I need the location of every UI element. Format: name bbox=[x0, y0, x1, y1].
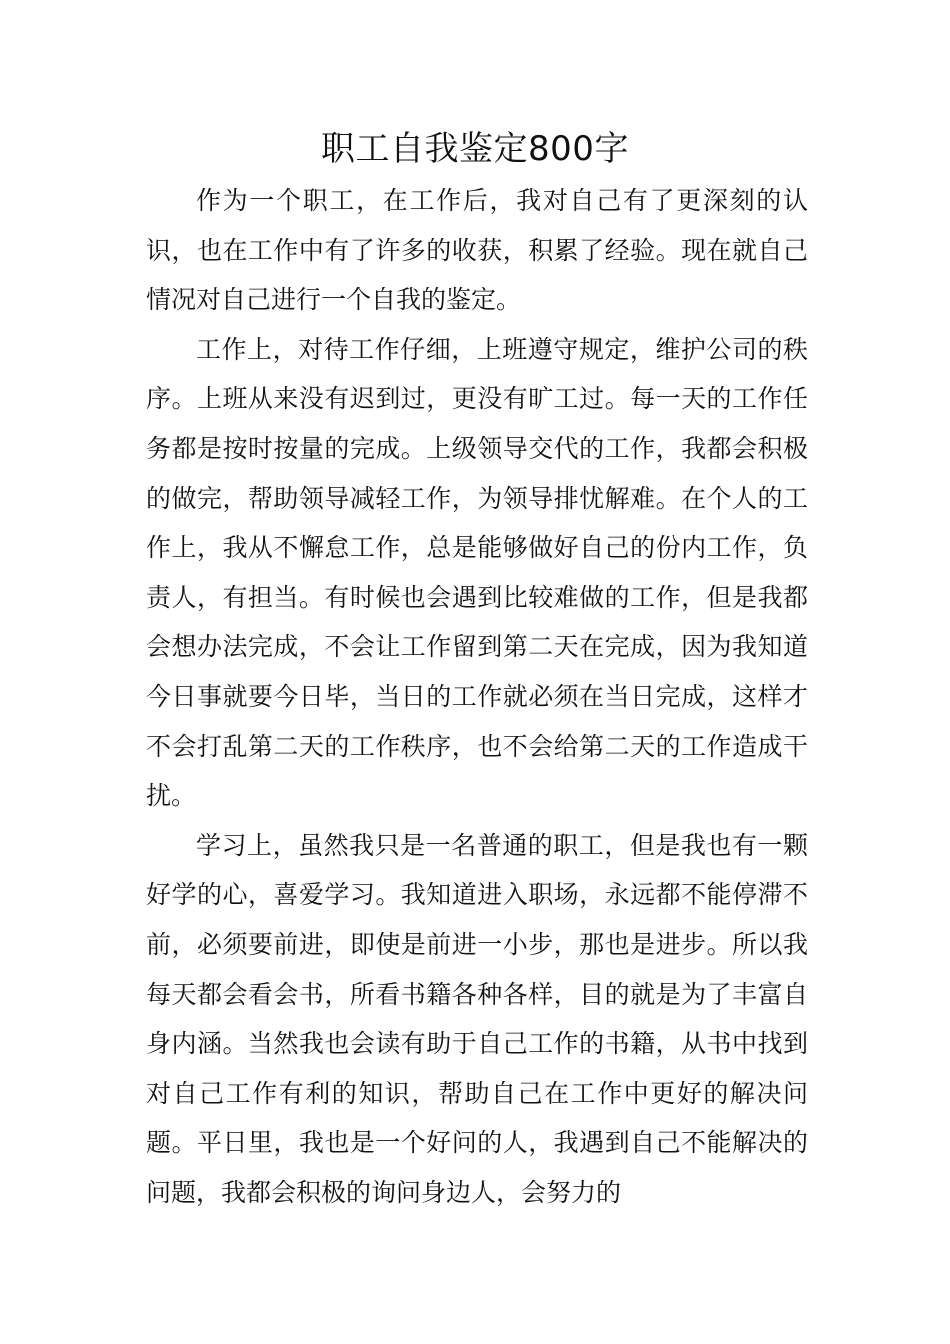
document-title: 职工自我鉴定800字 bbox=[321, 129, 629, 169]
document-body bbox=[146, 176, 808, 1217]
paragraph-work: 工作上，对待工作仔细，上班遵守规定，维护公司的秩序。上班从来没有迟到过，更没有旷工过。每一天的工作任务都是按时按量的完成。上级领导交代的工作，我都会积极的做完，帮助领导减轻工作，为领导排忧解难。在个人的工作上，我从不懈怠工作，总是能够做好自己的份内工作，负责人，有担当。有时候也会遇到比较难做的工作，但是我都会想办法完成，不会让工作留到第二天在完成，因为我知道今日事就要今日毕，当日的工作就必须在当日完成，这样才不会打乱第二天的工作秩序，也不会给第二天的工作造成干扰。 bbox=[146, 334, 808, 811]
paragraph-study: 学习上，虽然我只是一名普通的职工，但是我也有一颗好学的心，喜爱学习。我知道进入职场，永远都不能停滞不前，必须要前进，即使是前进一小步，那也是进步。所以我每天都会看会书，所看书籍各种各样，目的就是为了丰富自身内涵。当然我也会读有助于自己工作的书籍，从书中找到对自己工作有利的知识，帮助自己在工作中更好的解决问题。平日里，我也是一个好问的人，我遇到自己不能解决的问题，我都会积极的询问身边人，会努力的 bbox=[146, 830, 808, 1207]
paragraph-intro: 作为一个职工，在工作后，我对自己有了更深刻的认识，也在工作中有了许多的收获，积累了经验。现在就自己情况对自己进行一个自我的鉴定。 bbox=[146, 186, 808, 315]
